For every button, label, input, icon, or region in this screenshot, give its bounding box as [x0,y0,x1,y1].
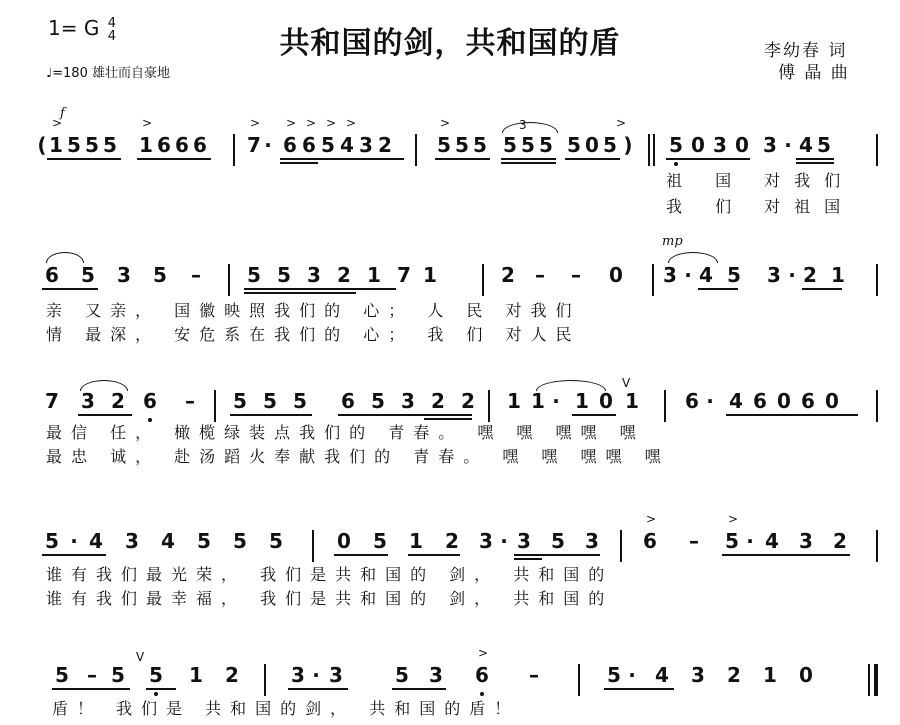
note: 0 [691,133,705,157]
note: – [689,529,699,553]
note: – [87,663,97,687]
note: 6 [341,389,355,413]
note: 5 [603,133,617,157]
note: 5 [727,263,741,287]
note: · [264,133,272,157]
note: 5 [373,529,387,553]
note: 2 [501,263,515,287]
note: · [628,663,636,687]
accent-mark: > [142,116,153,130]
note: 6 [302,133,316,157]
note: 1 [49,133,63,157]
note: 3 [329,663,343,687]
note: 3 [401,389,415,413]
note: 2 [431,389,445,413]
note: 2 [445,529,459,553]
underline-beam [230,414,312,416]
barline [578,664,580,696]
note: 3 [663,263,677,287]
breath-mark: V [622,376,631,390]
tempo-marking [46,62,170,81]
quarter-note-icon: ♩ [46,66,53,81]
barline [264,664,266,696]
slur [502,122,558,133]
note: 5 [539,133,553,157]
note: 3 [517,529,531,553]
note: 5 [437,133,451,157]
octave-dot [480,692,484,696]
underline-beam [42,288,98,290]
underline-beam [501,158,556,160]
accent-mark: > [646,512,657,526]
note: – [529,663,539,687]
underline-beam [501,162,556,164]
note: · [746,529,754,553]
underline-beam [796,158,834,160]
note: 1 [831,263,845,287]
note: 3 [585,529,599,553]
underline-beam [698,288,738,290]
note: 5 [607,663,621,687]
note: 3 [763,133,777,157]
note: 3 [117,263,131,287]
barline [312,530,314,562]
note: · [684,263,692,287]
barline [876,134,878,166]
dynamic-mp: mp [662,234,683,249]
note: 1 [763,663,777,687]
barline [214,390,216,422]
barline [482,264,484,296]
note: 5 [67,133,81,157]
underline-beam [722,554,850,556]
note: 4 [655,663,669,687]
note: 0 [585,133,599,157]
note: 2 [727,663,741,687]
note: 3 [691,663,705,687]
note: · [70,529,78,553]
note: 5 [293,389,307,413]
key-label: 1= G [48,16,100,40]
note: 0 [337,529,351,553]
note: 0 [799,663,813,687]
note: 2 [833,529,847,553]
note: 5 [153,263,167,287]
accent-mark: > [306,116,317,130]
note: 6 [283,133,297,157]
underline-beam [78,414,132,416]
underline-beam [392,688,446,690]
accent-mark: > [440,116,451,130]
note: 7 [45,389,59,413]
octave-dot [674,162,678,166]
underline-beam [280,162,318,164]
accent-mark: > [52,116,63,130]
note: – [191,263,201,287]
note: 3 [291,663,305,687]
note: 5 [247,263,261,287]
note: 5 [55,663,69,687]
note: 2 [378,133,392,157]
note: 7 [397,263,411,287]
underline-beam [565,158,620,160]
note: · [706,389,714,413]
dynamic-f: f [60,106,65,121]
note: 1 [423,263,437,287]
note: · [312,663,320,687]
underline-beam [726,414,858,416]
note: 5 [233,529,247,553]
note: 2 [111,389,125,413]
note: 5 [321,133,335,157]
note: 2 [225,663,239,687]
note: – [571,263,581,287]
note: 7 [247,133,261,157]
underline-beam [137,158,211,160]
barline [876,390,878,422]
note: ) [623,133,633,157]
lyric-verse1: 亲 又亲， 国徽映照我们的 心； 人 民 对我们 [46,301,581,320]
note: 5 [269,529,283,553]
note: 6 [143,389,157,413]
underline-beam [435,158,490,160]
note: · [784,133,792,157]
note: 6 [643,529,657,553]
note: 1 [409,529,423,553]
triplet: 3 [519,118,527,132]
barline [652,264,654,296]
note: · [552,389,560,413]
time-top: 4 [107,15,116,31]
note: – [185,389,195,413]
note: 2 [337,263,351,287]
note: 4 [161,529,175,553]
note: 5 [277,263,291,287]
underline-beam [514,558,542,560]
note: 4 [765,529,779,553]
underline-beam [244,288,396,290]
accent-mark: > [286,116,297,130]
underline-beam [42,554,106,556]
lyric-verse2: 情 最深， 安危系在我们的 心； 我 们 对人民 [46,325,581,344]
note: 5 [371,389,385,413]
note: 3 [125,529,139,553]
note: 2 [803,263,817,287]
note: 1 [575,389,589,413]
underline-beam [572,414,616,416]
tempo-value: =180 [52,66,88,81]
note: 5 [149,663,163,687]
time-bottom: 4 [107,28,116,44]
note: 0 [735,133,749,157]
underline-beam [514,554,600,556]
note: 5 [233,389,247,413]
note: 3 [359,133,373,157]
note: 0 [825,389,839,413]
lyric-verse2: 最忠 诚， 赴汤蹈火奉献我们的 青春。 嘿 嘿 嘿嘿 嘿 [46,447,670,466]
note: 5 [197,529,211,553]
underline-beam [334,554,388,556]
lyricist-credit: 李幼春 词 [764,41,848,61]
note: 5 [567,133,581,157]
note: 6 [157,133,171,157]
page-title: 共和国的剑，共和国的盾 [279,26,621,61]
underline-beam [802,288,842,290]
lyric-verse2: 谁有我们最幸福， 我们是共和国的 剑， 共和国的 [46,589,614,608]
note: 1 [625,389,639,413]
note: 6 [45,263,59,287]
underline-beam [47,158,121,160]
note: 5 [263,389,277,413]
barline [868,664,870,696]
barline [620,530,622,562]
note: 2 [461,389,475,413]
slur [46,252,84,263]
note: 5 [551,529,565,553]
slur [668,252,718,263]
breath-mark: V [136,650,145,664]
note: 5 [85,133,99,157]
lyric-verse1: 祖 国 对我们 [666,171,855,190]
note: 6 [753,389,767,413]
underline-beam [338,414,472,416]
expression-text: 雄壮而自豪地 [92,66,171,81]
final-barline [874,664,878,696]
underline-beam [408,554,460,556]
note: 4 [729,389,743,413]
note: 3 [479,529,493,553]
note: 5 [473,133,487,157]
note: 5 [111,663,125,687]
underline-beam [280,158,404,160]
barline [233,134,235,166]
note: 6 [685,389,699,413]
note: 5 [103,133,117,157]
underline-beam [52,688,130,690]
underline-beam [244,292,356,294]
note: 5 [725,529,739,553]
note: 5 [669,133,683,157]
note: 1 [367,263,381,287]
note: 6 [475,663,489,687]
lyric-verse1: 谁有我们最光荣， 我们是共和国的 剑， 共和国的 [46,565,614,584]
note: 0 [599,389,613,413]
composer-credit: 傅 晶 曲 [778,63,850,83]
note: 6 [801,389,815,413]
note: 6 [193,133,207,157]
barline [648,134,650,166]
note: ( [37,133,47,157]
accent-mark: > [346,116,357,130]
barline [488,390,490,422]
note: · [500,529,508,553]
barline [664,390,666,422]
note: 4 [799,133,813,157]
note: – [535,263,545,287]
note: 1 [139,133,153,157]
barline [228,264,230,296]
lyric-verse1: 盾！ 我们是 共和国的剑， 共和国的盾！ [52,699,520,718]
note: 1 [189,663,203,687]
barline [653,134,655,166]
note: 4 [340,133,354,157]
octave-dot [148,418,152,422]
accent-mark: > [728,512,739,526]
note: 0 [609,263,623,287]
underline-beam [146,688,176,690]
note: 5 [817,133,831,157]
note: 5 [395,663,409,687]
note: 3 [429,663,443,687]
note: 3 [307,263,321,287]
underline-beam [604,688,674,690]
underline-beam [288,688,348,690]
accent-mark: > [326,116,337,130]
note: 5 [455,133,469,157]
note: · [788,263,796,287]
note: 6 [175,133,189,157]
note: 3 [713,133,727,157]
accent-mark: > [250,116,261,130]
note: 3 [799,529,813,553]
barline [415,134,417,166]
accent-mark: > [616,116,627,130]
underline-beam [666,158,750,160]
octave-dot [154,692,158,696]
note: 0 [777,389,791,413]
barline [876,530,878,562]
note: 5 [81,263,95,287]
lyric-verse2: 我 们 对祖国 [666,197,855,216]
note: 3 [81,389,95,413]
lyric-verse1: 最信 任， 橄榄绿装点我们的 青春。 嘿 嘿 嘿嘿 嘿 [46,423,645,442]
accent-mark: > [478,646,489,660]
note: 1 [507,389,521,413]
note: 1 [531,389,545,413]
underline-beam [796,162,834,164]
note: 3 [767,263,781,287]
note: 4 [89,529,103,553]
underline-beam [424,418,472,420]
note: 5 [521,133,535,157]
note: 5 [503,133,517,157]
note: 4 [699,263,713,287]
barline [876,264,878,296]
note: 5 [45,529,59,553]
